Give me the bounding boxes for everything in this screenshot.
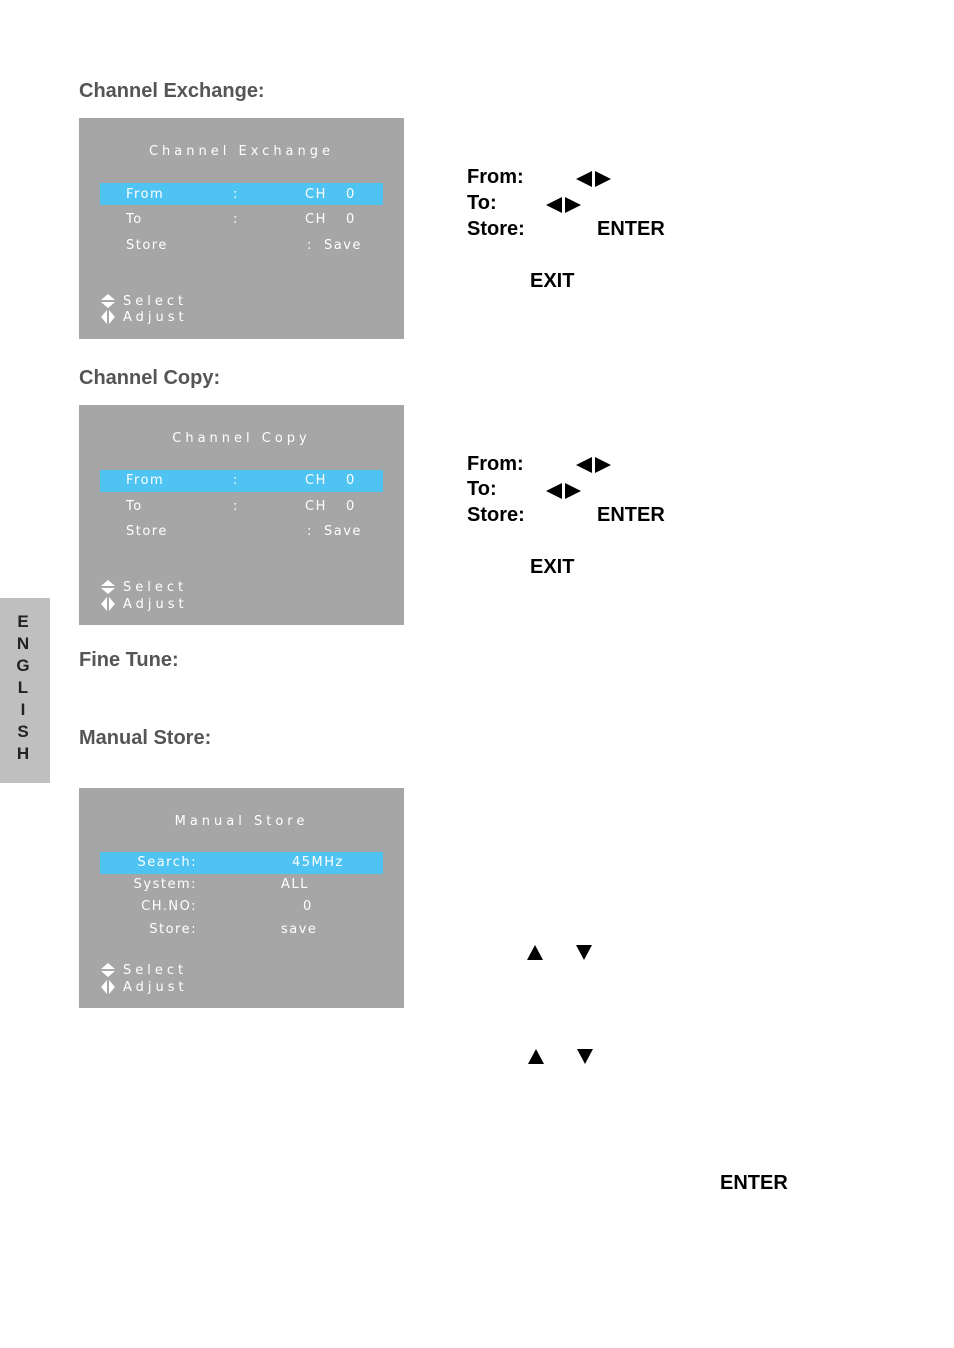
- osd-row-value: 0: [346, 187, 356, 202]
- osd-row-value: 0: [346, 499, 356, 514]
- osd-row-label[interactable]: From: [126, 187, 165, 202]
- osd-row-sep: :: [307, 238, 313, 253]
- osd-row-value: save: [281, 922, 318, 937]
- left-arrow-icon: [546, 197, 562, 213]
- osd-adjust-hint: [101, 979, 188, 995]
- left-right-arrows-icon: [101, 597, 115, 611]
- channel-exchange-osd: [79, 118, 404, 339]
- up-down-arrows-icon: [101, 963, 115, 977]
- osd-row-label[interactable]: From: [126, 473, 165, 488]
- down-arrow-icon: [577, 1049, 593, 1064]
- manual-store-heading: Manual Store:: [79, 727, 212, 749]
- right-arrow-icon: [595, 457, 611, 473]
- osd-row-label[interactable]: Store: [126, 238, 168, 253]
- channel-copy-heading: Channel Copy:: [79, 367, 221, 389]
- osd-row-value: ALL: [281, 877, 309, 892]
- osd-row-value: 0: [346, 473, 356, 488]
- left-arrow-icon: [576, 457, 592, 473]
- manual-store-osd: [79, 788, 404, 1008]
- osd-row-value: Save: [324, 238, 362, 253]
- side-tab-letter: E: [17, 612, 29, 631]
- up-arrow-icon: [527, 945, 543, 960]
- osd-row-ch: CH: [305, 212, 327, 227]
- left-arrow-icon: [576, 171, 592, 187]
- to-instruction: To:: [467, 192, 497, 214]
- osd-row-label[interactable]: To: [126, 499, 143, 514]
- osd-row-label[interactable]: Search:: [137, 855, 197, 870]
- right-arrow-icon: [565, 197, 581, 213]
- osd-select-hint: [101, 293, 187, 309]
- adjust-hint-label: Adjust: [123, 309, 188, 325]
- enter-key-label: ENTER: [597, 504, 665, 526]
- from-instruction: From:: [467, 166, 524, 188]
- osd-row-label[interactable]: Store:: [149, 922, 197, 937]
- osd-title: Channel Copy: [172, 431, 311, 446]
- language-side-tab: [0, 598, 50, 783]
- left-arrow-icon: [546, 483, 562, 499]
- exit-key-label: EXIT: [530, 270, 575, 292]
- up-down-arrows-icon: [101, 294, 115, 308]
- osd-row-sep: :: [233, 212, 239, 227]
- side-tab-letter: H: [16, 744, 30, 763]
- osd-row-sep: :: [233, 499, 239, 514]
- osd-row-label[interactable]: CH.NO:: [141, 899, 197, 914]
- up-down-arrows-icon: [101, 580, 115, 594]
- down-arrow-icon: [576, 945, 592, 960]
- osd-select-hint: [101, 962, 187, 978]
- osd-adjust-hint: [101, 309, 188, 325]
- osd-row-ch: CH: [305, 499, 327, 514]
- side-tab-letter: S: [17, 722, 29, 741]
- adjust-hint-label: Adjust: [123, 596, 188, 612]
- fine-tune-heading: Fine Tune:: [79, 649, 179, 671]
- osd-row-value: Save: [324, 524, 362, 539]
- channel-exchange-heading: Channel Exchange:: [79, 80, 265, 102]
- left-right-arrows-icon: [101, 310, 115, 324]
- up-arrow-icon: [528, 1049, 544, 1064]
- osd-row-sep: :: [307, 524, 313, 539]
- osd-row-sep: :: [233, 473, 239, 488]
- store-instruction: Store:: [467, 218, 525, 240]
- right-arrow-icon: [595, 171, 611, 187]
- osd-row-label[interactable]: To: [126, 212, 143, 227]
- osd-title: Manual Store: [174, 814, 309, 829]
- right-arrow-icon: [565, 483, 581, 499]
- enter-key-label: ENTER: [720, 1172, 788, 1194]
- from-instruction: From:: [467, 453, 524, 475]
- side-tab-letter: N: [16, 634, 30, 653]
- select-hint-label: Select: [123, 579, 188, 595]
- osd-row-value: 45MHz: [292, 855, 344, 870]
- select-hint-label: Select: [123, 293, 188, 309]
- side-tab-letter: L: [17, 678, 29, 697]
- channel-copy-osd: [79, 405, 404, 625]
- side-tab-letter: I: [20, 700, 26, 719]
- osd-row-label[interactable]: System:: [133, 877, 197, 892]
- store-instruction: Store:: [467, 504, 525, 526]
- enter-key-label: ENTER: [597, 218, 665, 240]
- osd-row-sep: :: [233, 187, 239, 202]
- side-tab-letter: G: [16, 656, 30, 675]
- osd-row-value: 0: [346, 212, 356, 227]
- exit-key-label: EXIT: [530, 556, 575, 578]
- osd-select-hint: [101, 579, 187, 595]
- adjust-hint-label: Adjust: [123, 979, 188, 995]
- osd-adjust-hint: [101, 596, 188, 612]
- osd-row-ch: CH: [305, 473, 327, 488]
- to-instruction: To:: [467, 478, 497, 500]
- select-hint-label: Select: [123, 962, 188, 978]
- osd-row-value: 0: [303, 899, 313, 914]
- osd-row-label[interactable]: Store: [126, 524, 168, 539]
- left-right-arrows-icon: [101, 980, 115, 994]
- osd-title: Channel Exchange: [148, 144, 335, 159]
- osd-row-ch: CH: [305, 187, 327, 202]
